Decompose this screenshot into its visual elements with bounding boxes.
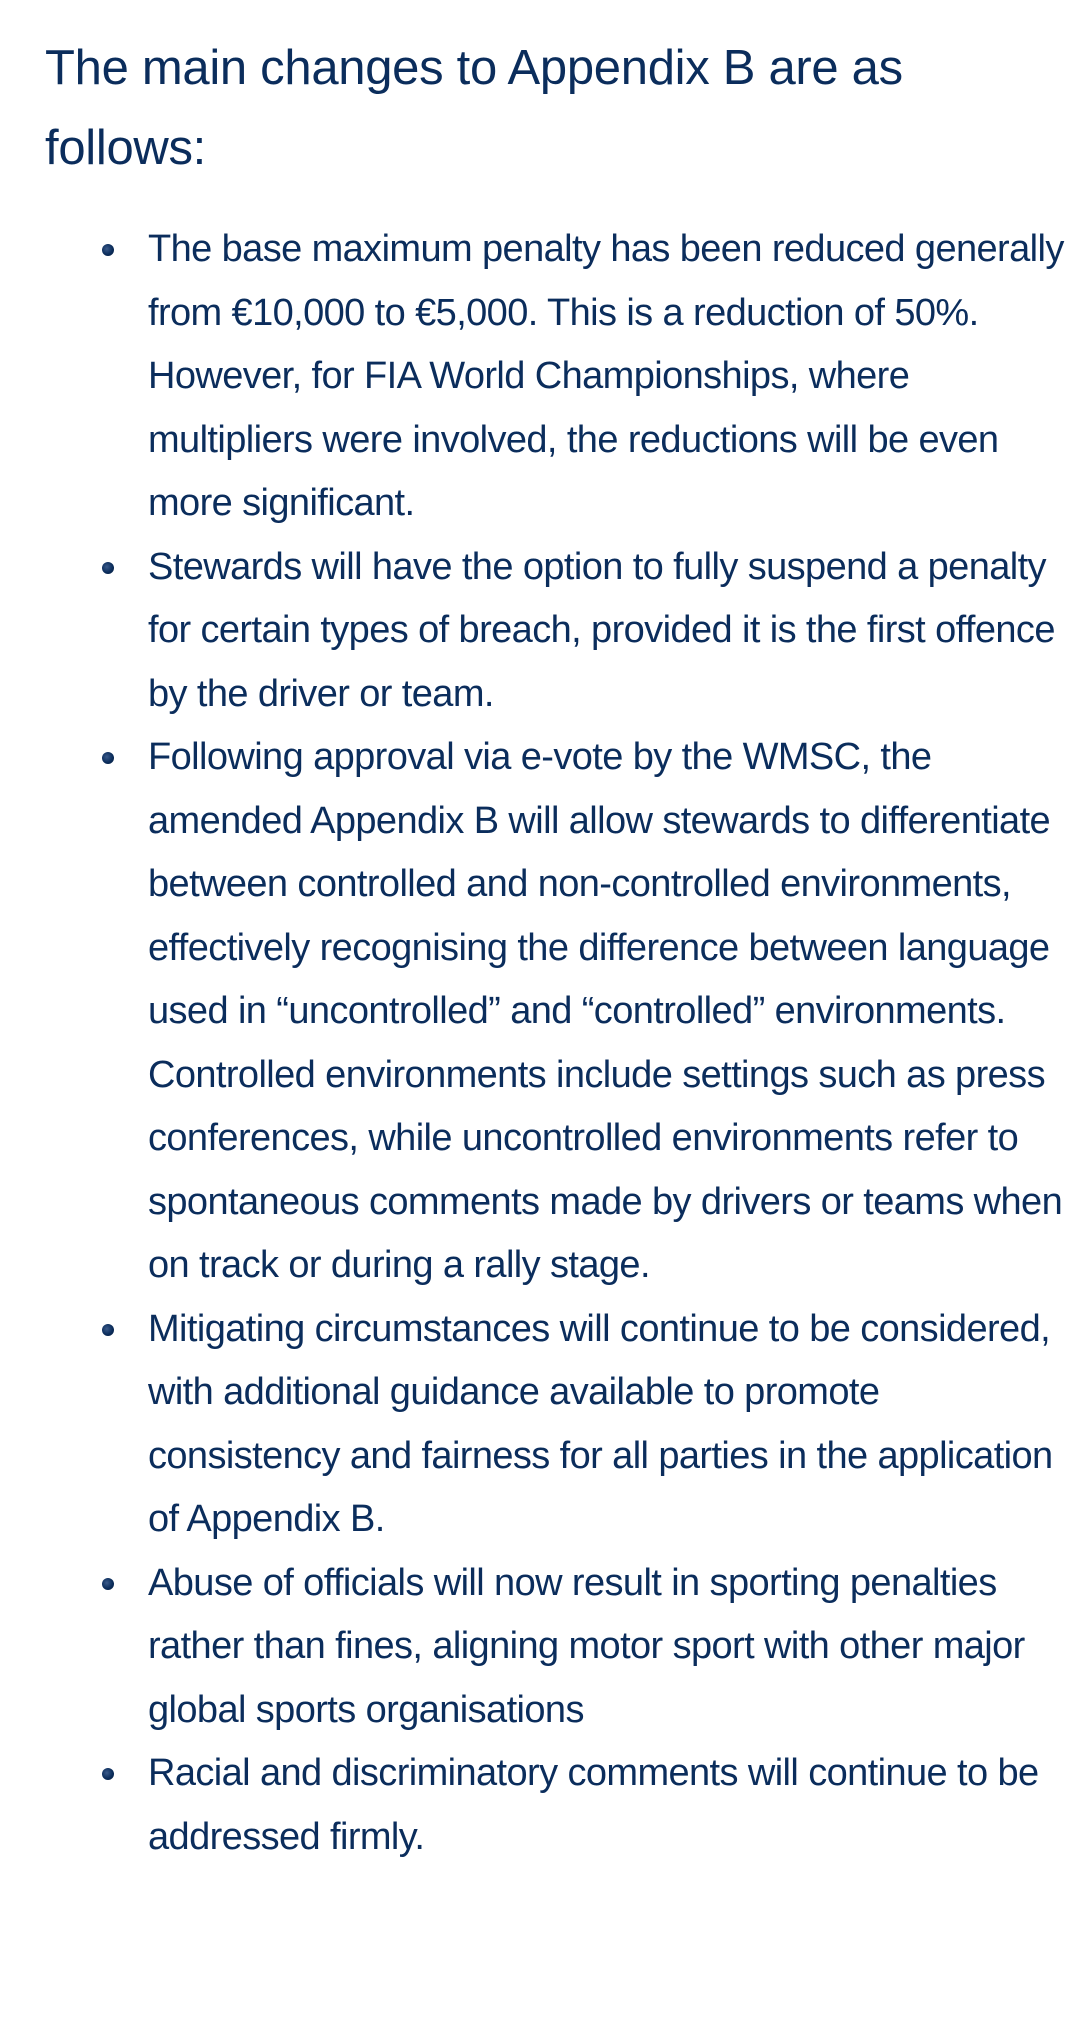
- bullet-icon: [102, 1768, 114, 1780]
- bullet-icon: [102, 1324, 114, 1336]
- list-item: [148, 1742, 1073, 1869]
- bullet-icon: [102, 1578, 114, 1590]
- bullet-icon: [102, 562, 114, 574]
- list-item: [148, 536, 1073, 727]
- bullet-icon: [102, 752, 114, 764]
- list-item-text: Abuse of officials will now result in sporting penalties rather than fines, aligning motor sport with other major global sports organisations: [148, 1561, 1025, 1731]
- list-item: [148, 1552, 1073, 1743]
- list-item-text: Racial and discriminatory comments will continue to be addressed firmly.: [148, 1752, 1039, 1858]
- list-item: [148, 218, 1073, 536]
- list-item-text: Stewards will have the option to fully suspend a penalty for certain types of breach, provided it is the first offence by the driver or team.: [148, 545, 1055, 715]
- list-item-text: The base maximum penalty has been reduced generally from €10,000 to €5,000. This is a reduction of 50%. However, for FIA World Championships, where multipliers were involved, the reductions will be even more significant.: [148, 228, 1064, 524]
- section-heading: The main changes to Appendix B are as follows:: [45, 41, 903, 175]
- list-item-text: Mitigating circumstances will continue to be considered, with additional guidance available to promote consistency and fairness for all parties in the application of Appendix B.: [148, 1307, 1053, 1540]
- list-item-text: Following approval via e-vote by the WMSC, the amended Appendix B will allow stewards to differentiate between controlled and non-controlled environments, effectively recognising the difference between language used in “uncontrolled” and “controlled” environments. Controlled environments include settings such as press conferences, while uncontrolled environments refer to spontaneous comments made by drivers or teams when on track or during a rally stage.: [148, 736, 1063, 1286]
- list-item: [148, 726, 1073, 1298]
- changes-list: [45, 218, 1073, 1869]
- bullet-icon: [102, 244, 114, 256]
- list-item: [148, 1298, 1073, 1552]
